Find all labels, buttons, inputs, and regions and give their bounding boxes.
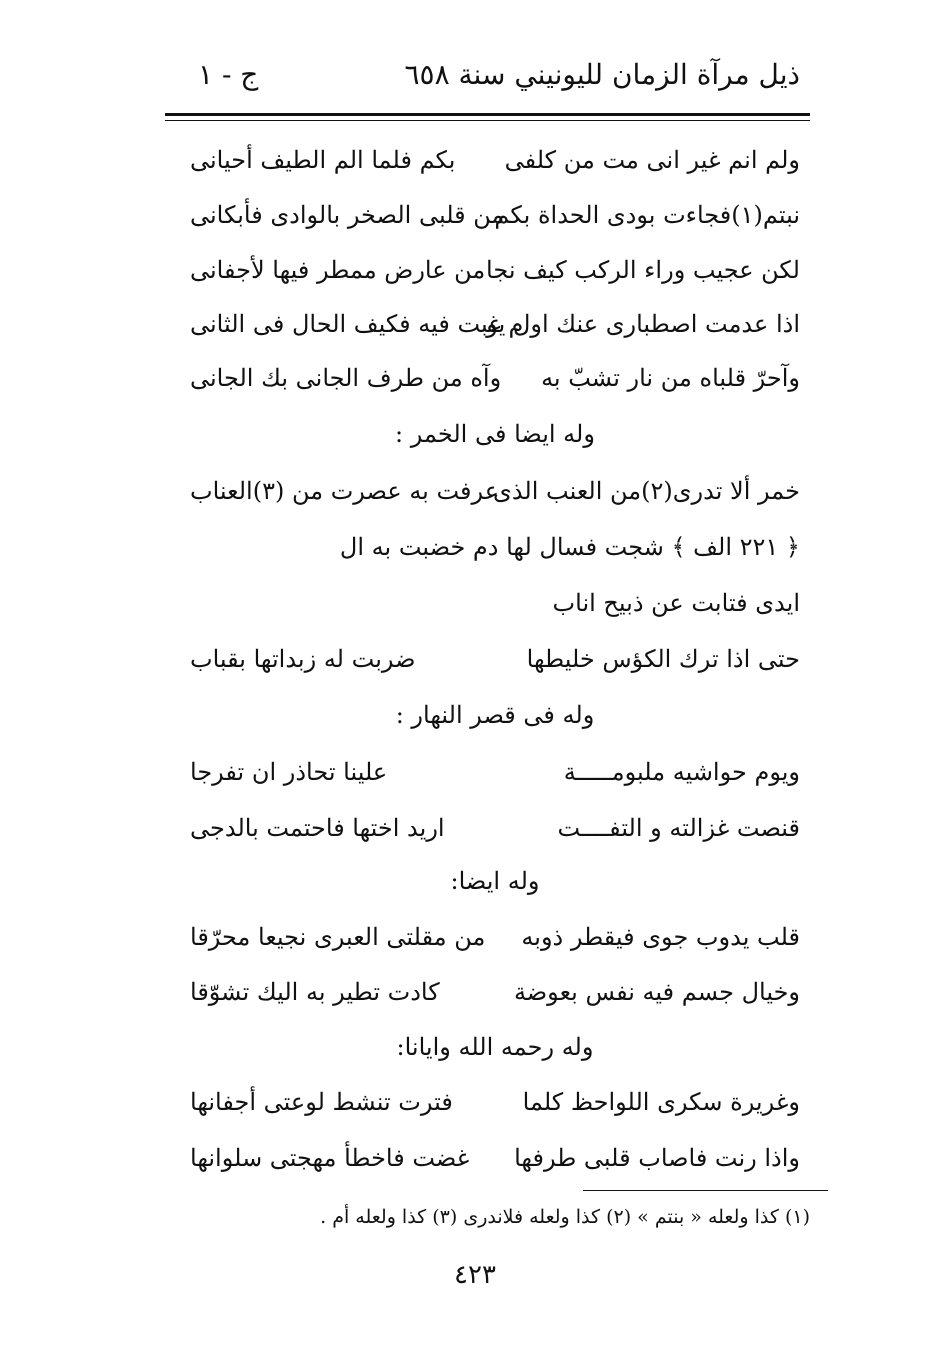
section-heading: وله فى قصر النهار : xyxy=(395,701,595,729)
verse-second-hemistich: بكم فلما الم الطيف أحيانى xyxy=(190,146,456,174)
footnote-rule xyxy=(583,1190,828,1191)
verse-second-hemistich: اريد اختها فاحتمت بالدجى xyxy=(190,814,445,842)
verse-line xyxy=(190,581,800,625)
header-rule-thin xyxy=(165,120,810,121)
verse-first-hemistich: وغريرة سكرى اللواحظ كلما xyxy=(522,1088,800,1116)
header-rule xyxy=(165,113,810,116)
verse-line xyxy=(190,637,800,681)
verse-line xyxy=(190,193,800,237)
verse-second-hemistich: غضت فاخطأ مهجتى سلوانها xyxy=(190,1144,470,1172)
verse-second-hemistich: كادت تطير به اليك تشوّقا xyxy=(190,978,440,1006)
verse-first-hemistich: ويوم حواشيه ملبومـــــة xyxy=(563,758,800,786)
verse-first-hemistich: اذا عدمت اصطبارى عنك اول يو xyxy=(486,310,800,338)
verse-line xyxy=(190,302,800,346)
verse-line xyxy=(190,1136,800,1180)
verse-first-hemistich: واذا رنت فاصاب قلبى طرفها xyxy=(514,1144,800,1172)
verse-first-hemistich: ايدى فتابت عن ذبيح اناب xyxy=(552,589,800,617)
section-heading: وله ايضا: xyxy=(450,867,540,895)
running-header-volume: ج - ١ xyxy=(198,58,259,91)
verse-first-hemistich: لكن عجيب وراء الركب كيف نجا xyxy=(486,256,800,284)
section-heading: وله ايضا فى الخمر : xyxy=(395,420,595,448)
verse-first-hemistich: حتى اذا ترك الكؤس خليطها xyxy=(526,645,800,673)
verse-line xyxy=(190,1080,800,1124)
verse-line xyxy=(190,356,800,400)
verse-line xyxy=(190,915,800,959)
verse-line xyxy=(190,750,800,794)
verse-second-hemistich: علينا تحاذر ان تفرجا xyxy=(190,758,388,786)
verse-second-hemistich: وآه من طرف الجانى بك الجانى xyxy=(190,364,502,392)
verse-first-hemistich: وخيال جسم فيه نفس بعوضة xyxy=(513,978,800,1006)
verse-second-hemistich: من مقلتى العبرى نجيعا محرّقا xyxy=(190,923,486,951)
verse-second-hemistich: ضربت له زبداتها بقباب xyxy=(190,645,416,673)
verse-first-hemistich: ولم انم غير انى مت من كلفى xyxy=(504,146,800,174)
verse-first-hemistich: خمر ألا تدرى(٢)من العنب الذى xyxy=(493,477,800,505)
verse-first-hemistich: قلب يدوب جوى فيقطر ذوبه xyxy=(521,923,800,951)
running-header-title: ذيل مرآة الزمان لليونيني سنة ٦٥٨ xyxy=(404,58,800,91)
verse-first-hemistich: قنصت غزالته و التفــــت xyxy=(557,814,800,842)
verse-second-hemistich: من قلبى الصخر بالوادى فأبكانى xyxy=(190,201,505,229)
verse-line xyxy=(190,469,800,513)
verse-line xyxy=(190,138,800,182)
verse-second-hemistich: من عارض ممطر فيها لأجفانى xyxy=(190,256,486,284)
verse-line xyxy=(190,806,800,850)
verse-line xyxy=(190,248,800,292)
section-heading: وله رحمه الله وايانا: xyxy=(396,1033,594,1061)
verse-first-hemistich: وآحرّ قلباه من نار تشبّ به xyxy=(541,364,800,392)
page-number: ٤٢٣ xyxy=(454,1260,496,1290)
verse-line xyxy=(190,525,800,569)
verse-second-hemistich: م غبت فيه فكيف الحال فى الثانى xyxy=(190,310,524,338)
verse-second-hemistich: عرفت به عصرت من (٣)العناب xyxy=(190,477,500,505)
verse-first-hemistich: نبتم(١)فجاءت بودى الحداة بكم xyxy=(494,201,800,229)
verse-second-hemistich: فترت تنشط لوعتى أجفانها xyxy=(190,1088,453,1116)
verse-line xyxy=(190,970,800,1014)
footnotes: (١) كذا ولعله « بنتم » (٢) كذا ولعله فلاندرى (٣) كذا ولعله أم . xyxy=(320,1206,810,1228)
verse-first-hemistich: ﴿ ٢٢١ الف ﴾ شجت فسال لها دم خضبت به ال xyxy=(339,533,800,561)
